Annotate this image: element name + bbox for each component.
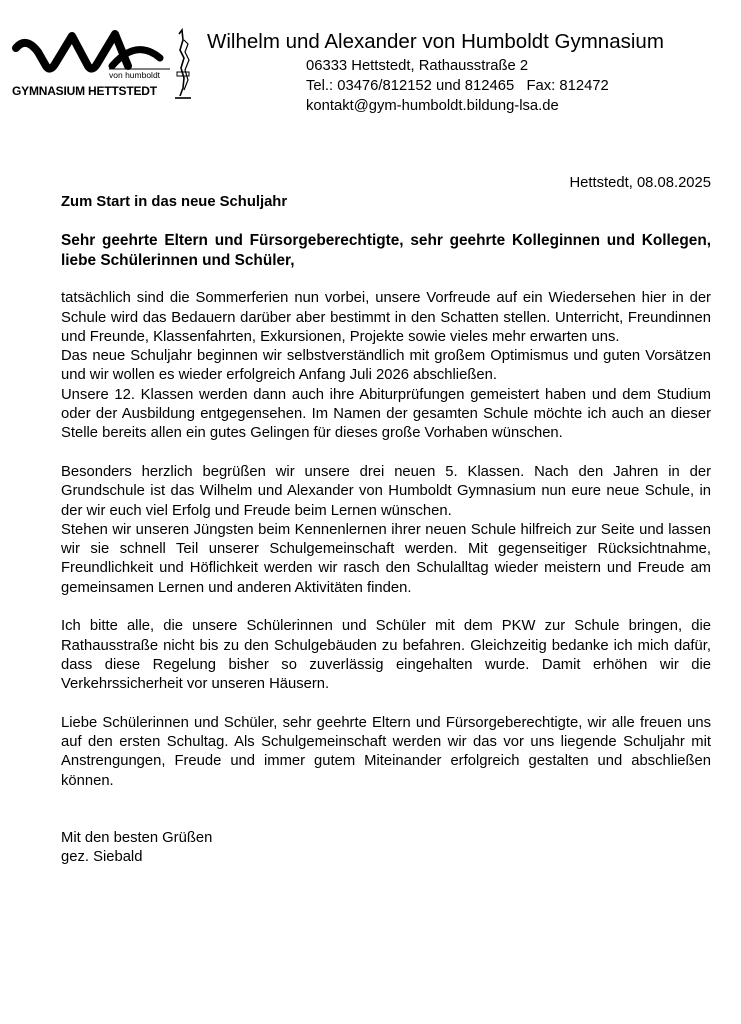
paragraph: Ich bitte alle, die unsere Schülerinnen und Schüler mit dem PKW zur Schule bringen, die Rathausstraße nicht bis zu den Schulgebäuden zu befahren. Gleichzeitig bedanke ich mich dafür, dass diese Regelung bisher so zuverlässig eingehalten wurde. Damit erhöhen wir die Verkehrssicherheit vor unseren Häusern. bbox=[61, 618, 711, 693]
letter-body bbox=[61, 192, 711, 868]
letter-salutation: Sehr geehrte Eltern und Fürsorgeberechtigte, sehr geehrte Kolleginnen und Kollegen, liebe Schülerinnen und Schüler, bbox=[61, 232, 711, 269]
school-name-heading: Wilhelm und Alexander von Humboldt Gymnasium bbox=[207, 30, 664, 53]
closing-line: Mit den besten Grüßen bbox=[61, 830, 213, 847]
letter-subject: Zum Start in das neue Schuljahr bbox=[61, 194, 288, 210]
paragraph: tatsächlich sind die Sommerferien nun vorbei, unsere Vorfreude auf ein Wiedersehen hier in der Schule wird das Bedauern darüber aber bestimmt in den Schatten stellen. Unterricht, Freundinnen und Freunde, Klassenfahrten, Exkursionen, Projekte sowie vieles mehr erwarten uns. bbox=[61, 290, 711, 345]
paragraph: Stehen wir unseren Jüngsten beim Kennenlernen ihrer neuen Schule hilfreich zur Seite und lassen wir sie schnell Teil unserer Schulgemeinschaft werden. Mit gegenseitiger Rücksichtnahme, Freundlichkeit und Höflichkeit werden wir rasch den Schulalltag wieder meistern und Freude am gemeinsamen Lernen und anderen Aktivitäten finden. bbox=[61, 521, 711, 596]
paragraph: Besonders herzlich begrüßen wir unsere drei neuen 5. Klassen. Nach den Jahren in der Grundschule ist das Wilhelm und Alexander von Humboldt Gymnasium nun eure neue Schule, in der wir euch viel Erfolg und Freude beim Lernen wünschen. bbox=[61, 463, 711, 519]
contact-block bbox=[306, 56, 609, 116]
phone-fax: Tel.: 03476/812152 und 812465 Fax: 812472 bbox=[306, 78, 609, 94]
signature: gez. Siebald bbox=[61, 849, 143, 866]
paragraph: Das neue Schuljahr beginnen wir selbstverständlich mit großem Optimismus und guten Vorsätzen und wir wollen es wieder erfolgreich Anfang Juli 2026 abschließen. bbox=[61, 348, 711, 384]
street-address: 06333 Hettstedt, Rathausstraße 2 bbox=[306, 58, 529, 74]
logo-school-name: GYMNASIUM HETTSTEDT bbox=[12, 84, 157, 98]
email-address[interactable]: kontakt@gym-humboldt.bildung-lsa.de bbox=[306, 98, 559, 114]
paragraph: Liebe Schülerinnen und Schüler, sehr geehrte Eltern und Fürsorgeberechtigte, wir alle freuen uns auf den ersten Schultag. Als Schulgemeinschaft werden wir das vor uns liegende Schuljahr mit Anstrengungen, Freude und immer gutem Miteinander erfolgreich gestalten und abschließen können. bbox=[61, 714, 711, 789]
place-date: Hettstedt, 08.08.2025 bbox=[569, 175, 711, 191]
school-logo bbox=[12, 28, 194, 104]
paragraph: Unsere 12. Klassen werden dann auch ihre Abiturprüfungen gemeistert haben und dem Studium oder der Ausbildung entgegensehen. Im Namen der gesamten Schule möchte ich auch an dieser Stelle bereits allen ein gutes Gelingen für dieses große Vorhaben wünschen. bbox=[61, 386, 711, 442]
logo-subtext: von humboldt bbox=[109, 70, 161, 80]
